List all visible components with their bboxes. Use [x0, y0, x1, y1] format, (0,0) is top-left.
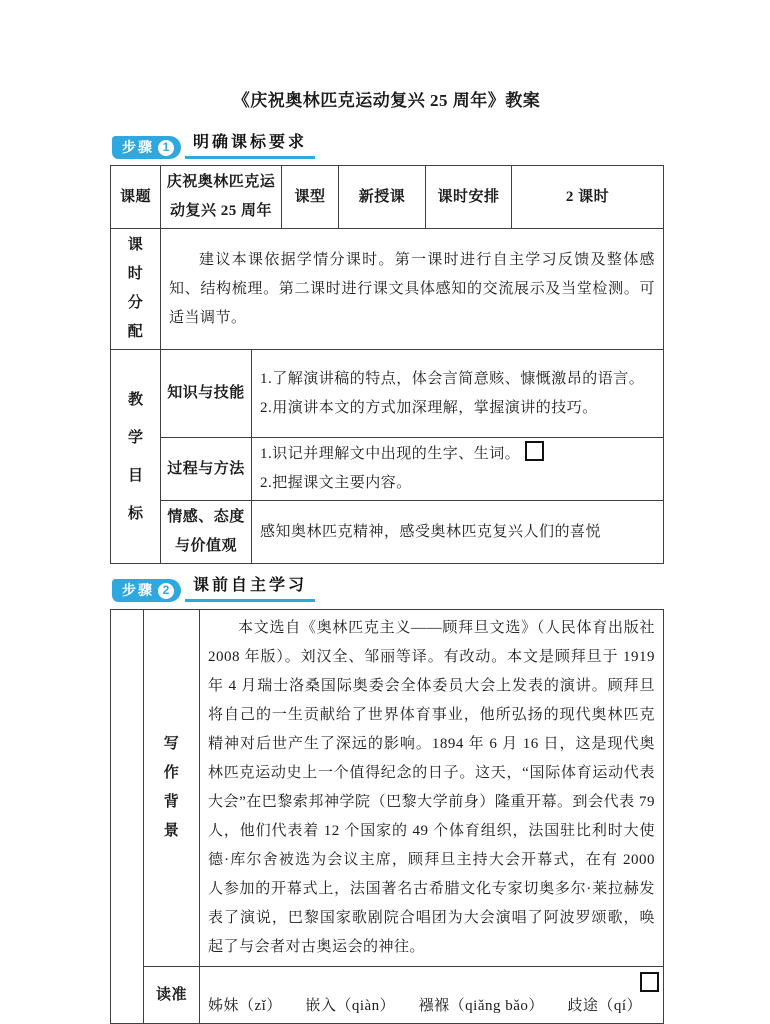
step-2-badge	[112, 579, 181, 602]
schedule-value: 2 课时	[512, 166, 664, 229]
goal-process-text: 1.识记并理解文中出现的生字、生词。 2.把握课文主要内容。	[252, 438, 664, 501]
goal-knowledge-text: 1.了解演讲稿的特点，体会言简意赅、慷慨激昂的语言。 2.用演讲本文的方式加深理解，掌握演讲的技巧。	[252, 350, 664, 438]
table-row	[111, 501, 664, 564]
step-1-header	[112, 133, 663, 159]
table-row	[111, 229, 664, 350]
step-1-number-icon: 1	[158, 140, 174, 156]
teaching-goals-label: 教学目标	[111, 350, 161, 564]
table-row	[111, 610, 664, 967]
step-badge-label: 步骤	[122, 582, 154, 598]
goal-attitude-text: 感知奥林匹克精神，感受奥林匹克复兴人们的喜悦	[252, 501, 664, 564]
writing-background-label: 写作背景	[144, 610, 200, 967]
course-type-value: 新授课	[339, 166, 426, 229]
step-2-heading: 课前自主学习	[185, 576, 315, 602]
goal-process-label: 过程与方法	[161, 438, 252, 501]
pronunciation-text: 姊妹（zǐ） 嵌入（qiàn） 襁褓（qiǎng bǎo） 歧途（qí）	[200, 967, 664, 1024]
table-row	[111, 350, 664, 438]
course-type-label: 课型	[282, 166, 339, 229]
step-badge-label: 步骤	[122, 139, 154, 155]
page-title: 《庆祝奥林匹克运动复兴 25 周年》教案	[232, 91, 541, 110]
placeholder-box-icon	[640, 972, 659, 992]
period-allocation-label: 课时分配	[111, 229, 161, 350]
table-row	[111, 166, 664, 229]
schedule-label: 课时安排	[426, 166, 512, 229]
empty-margin-cell	[111, 610, 144, 1024]
pre-study-table	[110, 609, 664, 1024]
goal-knowledge-label: 知识与技能	[161, 350, 252, 438]
writing-background-text: 本文选自《奥林匹克主义——顾拜旦文选》（人民体育出版社 2008 年版）。刘汉全、邹丽等译。有改动。本文是顾拜旦于 1919 年 4 月瑞士洛桑国际奥委会全体委员大会上发表的演讲。顾拜旦将自己的一生贡献给了世界体育事业，他所弘扬的现代奥林匹克精神对后世产生了深远的影响。1894 年 6 月 16 日，这是现代奥林匹克运动史上一个值得纪念的日子。这天，“国际体育运动代表大会”在巴黎索邦神学院（巴黎大学前身）隆重开幕。到会代表 79 人，他们代表着 12 个国家的 49 个体育组织，法国驻比利时大使德·库尔舍被选为会议主席，顾拜旦主持大会开幕式，在有 2000 人参加的开幕式上，法国著名古希腊文化专家切奥多尔·莱拉赫发表了演说，巴黎国家歌剧院合唱团为大会演唱了阿波罗颂歌，唤起了与会者对古奥运会的神往。	[200, 610, 664, 967]
period-allocation-text: 建议本课依据学情分课时。第一课时进行自主学习反馈及整体感知、结构梳理。第二课时进行课文具体感知的交流展示及当堂检测。可适当调节。	[161, 229, 664, 350]
course-info-table	[110, 165, 664, 564]
step-2-number-icon: 2	[158, 583, 174, 599]
goal-attitude-label: 情感、态度与价值观	[161, 501, 252, 564]
document-page	[110, 0, 663, 1024]
pronunciation-label: 读准	[144, 967, 200, 1024]
placeholder-box-icon	[525, 441, 544, 461]
course-title-value: 庆祝奥林匹克运动复兴 25 周年	[161, 166, 282, 229]
course-title-label: 课题	[111, 166, 161, 229]
step-1-heading: 明确课标要求	[185, 133, 315, 159]
table-row	[111, 967, 664, 1024]
step-2-header	[112, 576, 663, 602]
step-1-badge	[112, 136, 181, 159]
table-row	[111, 438, 664, 501]
